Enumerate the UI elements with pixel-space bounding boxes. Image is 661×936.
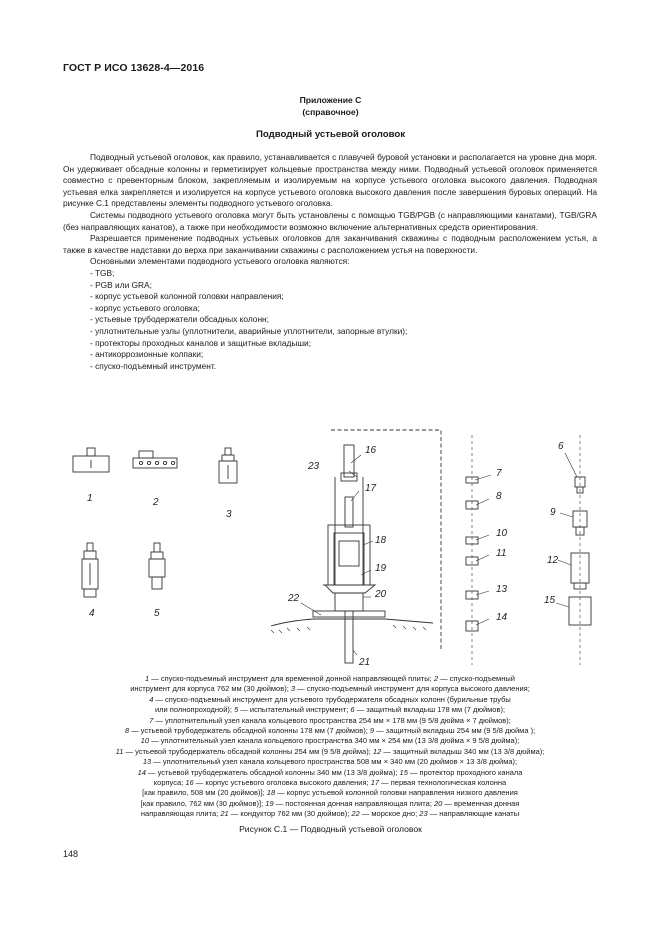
legend-text: [как правило, 762 мм (30 дюймов)]; bbox=[140, 798, 266, 808]
figure-label-1: 1 bbox=[87, 493, 93, 504]
legend-number: 8 bbox=[124, 726, 129, 736]
figure-label-5: 5 bbox=[154, 608, 160, 619]
standard-header: ГОСТ Р ИСО 13628-4—2016 bbox=[63, 62, 205, 74]
test-tool-5 bbox=[149, 543, 165, 589]
body-text bbox=[63, 152, 597, 372]
wellhead-drawing bbox=[63, 425, 603, 670]
legend-number: 10 bbox=[140, 736, 150, 746]
legend-number: 16 bbox=[185, 778, 194, 788]
legend-text: направляющая плита; bbox=[140, 809, 221, 819]
legend-number: 15 bbox=[399, 767, 408, 777]
legend-text: — направляющие канаты bbox=[427, 809, 520, 819]
legend-line bbox=[70, 747, 590, 757]
legend-text: — устьевой трубодержатель обсадной колонны 254 мм (9 5/8 дюйма); bbox=[123, 746, 373, 756]
list-item: - спуско-подъемный инструмент. bbox=[90, 360, 217, 371]
legend-text: — защитный вкладыш 340 мм (13 3/8 дюйма); bbox=[381, 746, 545, 756]
list-item: - протекторы проходных каналов и защитные вкладыши; bbox=[90, 337, 312, 348]
legend-number: 13 bbox=[142, 757, 152, 767]
legend-text: — уплотнительный узел канала кольцевого пространства 340 мм × 254 мм (13 3/8 дюйма × 9 5/8 дюйма); bbox=[149, 736, 520, 746]
figure-label-6: 6 bbox=[558, 441, 564, 452]
figure-c1 bbox=[63, 425, 603, 670]
wear-bushing-12 bbox=[571, 553, 589, 589]
legend-number: 7 bbox=[149, 715, 154, 725]
legend-text: — временная донная bbox=[442, 798, 520, 808]
legend-number: 22 bbox=[351, 809, 360, 819]
list-item: - PGB или GRA; bbox=[90, 279, 152, 290]
legend-number: 12 bbox=[372, 746, 382, 756]
legend-text: — устьевой трубодержатель обсадной колонны 340 мм (13 3/8 дюйма); bbox=[145, 767, 400, 777]
legend-number: 11 bbox=[115, 746, 124, 756]
legend-number: 5 bbox=[234, 705, 239, 715]
wellhead-assembly bbox=[313, 430, 441, 663]
list-item: - уплотнительные узлы (уплотнители, аварийные уплотнители, запорные втулки); bbox=[90, 325, 408, 336]
legend-text: инструмент для корпуса 762 мм (30 дюймов); bbox=[130, 684, 291, 694]
legend-line bbox=[70, 799, 590, 809]
legend-line bbox=[70, 684, 590, 694]
legend-text: — спуско-подъемный инструмент для корпуса высокого давления; bbox=[295, 684, 530, 694]
paragraph: Системы подводного устьевого оголовка могут быть установлены с помощью TGB/PGB (с направляющими канатами), TGB/GRA (без направляющих канатов), а также при необходимости возможно включение альтернативных средств ориентирования. bbox=[63, 209, 597, 232]
figure-label-12: 12 bbox=[547, 555, 559, 566]
legend-text: — уплотнительный узел канала кольцевого пространства 254 мм × 178 мм (9 5/8 дюйма × 7 дюймов); bbox=[153, 715, 511, 725]
legend-number: 18 bbox=[266, 788, 276, 798]
figure-label-3: 3 bbox=[226, 509, 232, 520]
legend-line bbox=[70, 757, 590, 767]
seabed bbox=[271, 619, 433, 633]
legend-line bbox=[70, 726, 590, 736]
figure-label-16: 16 bbox=[365, 445, 377, 456]
legend-number: 23 bbox=[419, 809, 428, 819]
legend-line bbox=[70, 778, 590, 788]
legend-number: 3 bbox=[290, 684, 296, 694]
legend-text: — спуско-подъемный инструмент для временной донной направляющей плиты; bbox=[149, 674, 434, 683]
figure-label-22: 22 bbox=[288, 593, 300, 604]
legend-number: 20 bbox=[434, 798, 443, 808]
figure-label-13: 13 bbox=[496, 584, 508, 595]
legend-text: — протектор проходного канала bbox=[407, 767, 523, 777]
legend-text: — спуско-подъемный bbox=[437, 674, 515, 683]
figure-label-23: 23 bbox=[308, 461, 320, 472]
legend-line bbox=[70, 809, 590, 819]
legend-text: корпуса; bbox=[153, 778, 186, 788]
legend-text: — защитный вкладыш 178 мм (7 дюймов); bbox=[354, 705, 506, 715]
legend-line bbox=[70, 788, 590, 798]
figure-caption: Рисунок С.1 — Подводный устьевой оголовок bbox=[239, 824, 422, 834]
legend-line bbox=[70, 695, 590, 705]
list-item: - корпус устьевой колонной головки направления; bbox=[90, 291, 284, 302]
running-tool-4 bbox=[82, 543, 98, 597]
list-item: - корпус устьевого оголовка; bbox=[90, 302, 200, 313]
figure-label-15: 15 bbox=[544, 595, 556, 606]
legend-text: — уплотнительный узел канала кольцевого пространства 508 мм × 340 мм (20 дюймов × 13 3/8 дюйма); bbox=[151, 757, 518, 767]
legend-text: — корпус устьевого оголовка высокого давления; bbox=[193, 778, 371, 788]
figure-label-14: 14 bbox=[496, 612, 508, 623]
legend-line bbox=[70, 674, 590, 684]
legend-text: или полнопроходной); bbox=[154, 705, 235, 715]
figure-label-18: 18 bbox=[375, 535, 387, 546]
legend-line bbox=[70, 716, 590, 726]
legend-text: [как правило, 508 мм (20 дюймов)]; bbox=[142, 788, 267, 798]
paragraph: Основными элементами подводного устьевого оголовка являются: bbox=[90, 256, 350, 267]
paragraph: Разрешается применение подводных устьевых оголовков для заканчивания скважины с подводным расположением устья, а также в качестве надставки до верха при заканчивании скважины с расположением устья на поверхности. bbox=[63, 233, 597, 255]
figure-label-9: 9 bbox=[550, 507, 556, 518]
legend-number: 2 bbox=[433, 674, 438, 683]
legend-number: 1 bbox=[145, 674, 150, 683]
figure-label-20: 20 bbox=[375, 589, 387, 600]
annex-title: Приложение С bbox=[299, 95, 362, 105]
running-tool-3 bbox=[219, 448, 237, 483]
figure-label-11: 11 bbox=[496, 548, 507, 559]
legend-text: — испытательный инструмент; bbox=[238, 705, 351, 715]
legend-text: — спуско-подъемный инструмент для устьевого трубодержателя обсадных колонн (бурильные трубы bbox=[153, 694, 511, 704]
figure-label-10: 10 bbox=[496, 528, 508, 539]
figure-label-4: 4 bbox=[89, 608, 95, 619]
running-tool-2 bbox=[133, 451, 177, 468]
figure-legend bbox=[70, 674, 590, 820]
figure-label-19: 19 bbox=[375, 563, 387, 574]
legend-text: — постоянная донная направляющая плита; bbox=[273, 798, 434, 808]
legend-number: 14 bbox=[137, 767, 146, 777]
figure-label-2: 2 bbox=[153, 497, 159, 508]
legend-number: 21 bbox=[220, 809, 229, 819]
annex-subtitle: (справочное) bbox=[302, 107, 359, 117]
list-item: - TGB; bbox=[90, 267, 115, 278]
legend-text: — корпус устьевой колонной головки направления низкого давления bbox=[275, 788, 518, 798]
legend-line bbox=[70, 705, 590, 715]
list-item: - антикоррозионные колпаки; bbox=[90, 349, 204, 360]
legend-text: — защитный вкладыш 254 мм (9 5/8 дюйма ); bbox=[374, 726, 536, 736]
figure-label-21: 21 bbox=[359, 657, 371, 668]
figure-label-17: 17 bbox=[365, 483, 377, 494]
running-tool-1 bbox=[73, 448, 109, 472]
figure-label-8: 8 bbox=[496, 491, 502, 502]
legend-text: — морское дно; bbox=[359, 809, 420, 819]
elements-list bbox=[63, 268, 597, 372]
paragraph: Подводный устьевой оголовок, как правило, устанавливается с плавучей буровой установки и располагается на уровне дна моря. Он удерживает обсадные колонны и герметизирует кольцевые пространства между ними. Подводный устьевой оголовок применяется совместно с превенторным блоком, закрепляемым и изолируемым на корпусе устьевого оголовка высокого давления. Подводная устьевая елка закрепляется и изолируется на корпусе устьевого оголовка высокого давления после завершения буровых операций. На рисунке С.1 представлены элементы подводного устьевого оголовка. bbox=[63, 152, 597, 209]
legend-number: 17 bbox=[370, 778, 380, 788]
legend-line bbox=[70, 736, 590, 746]
page-number: 148 bbox=[63, 849, 79, 859]
legend-number: 6 bbox=[350, 705, 355, 715]
legend-number: 9 bbox=[369, 726, 375, 736]
legend-line bbox=[70, 768, 590, 778]
figure-label-7: 7 bbox=[496, 468, 502, 479]
legend-number: 4 bbox=[149, 694, 154, 704]
legend-text: — первая технологическая колонна bbox=[379, 778, 507, 788]
legend-number: 19 bbox=[265, 798, 274, 808]
legend-text: — кондуктор 762 мм (30 дюймов); bbox=[228, 809, 352, 819]
legend-text: — устьевой трубодержатель обсадной колонны 178 мм (7 дюймов); bbox=[128, 726, 370, 736]
section-title: Подводный устьевой оголовок bbox=[255, 129, 406, 140]
list-item: - устьевые трубодержатели обсадных колонн; bbox=[90, 314, 269, 325]
